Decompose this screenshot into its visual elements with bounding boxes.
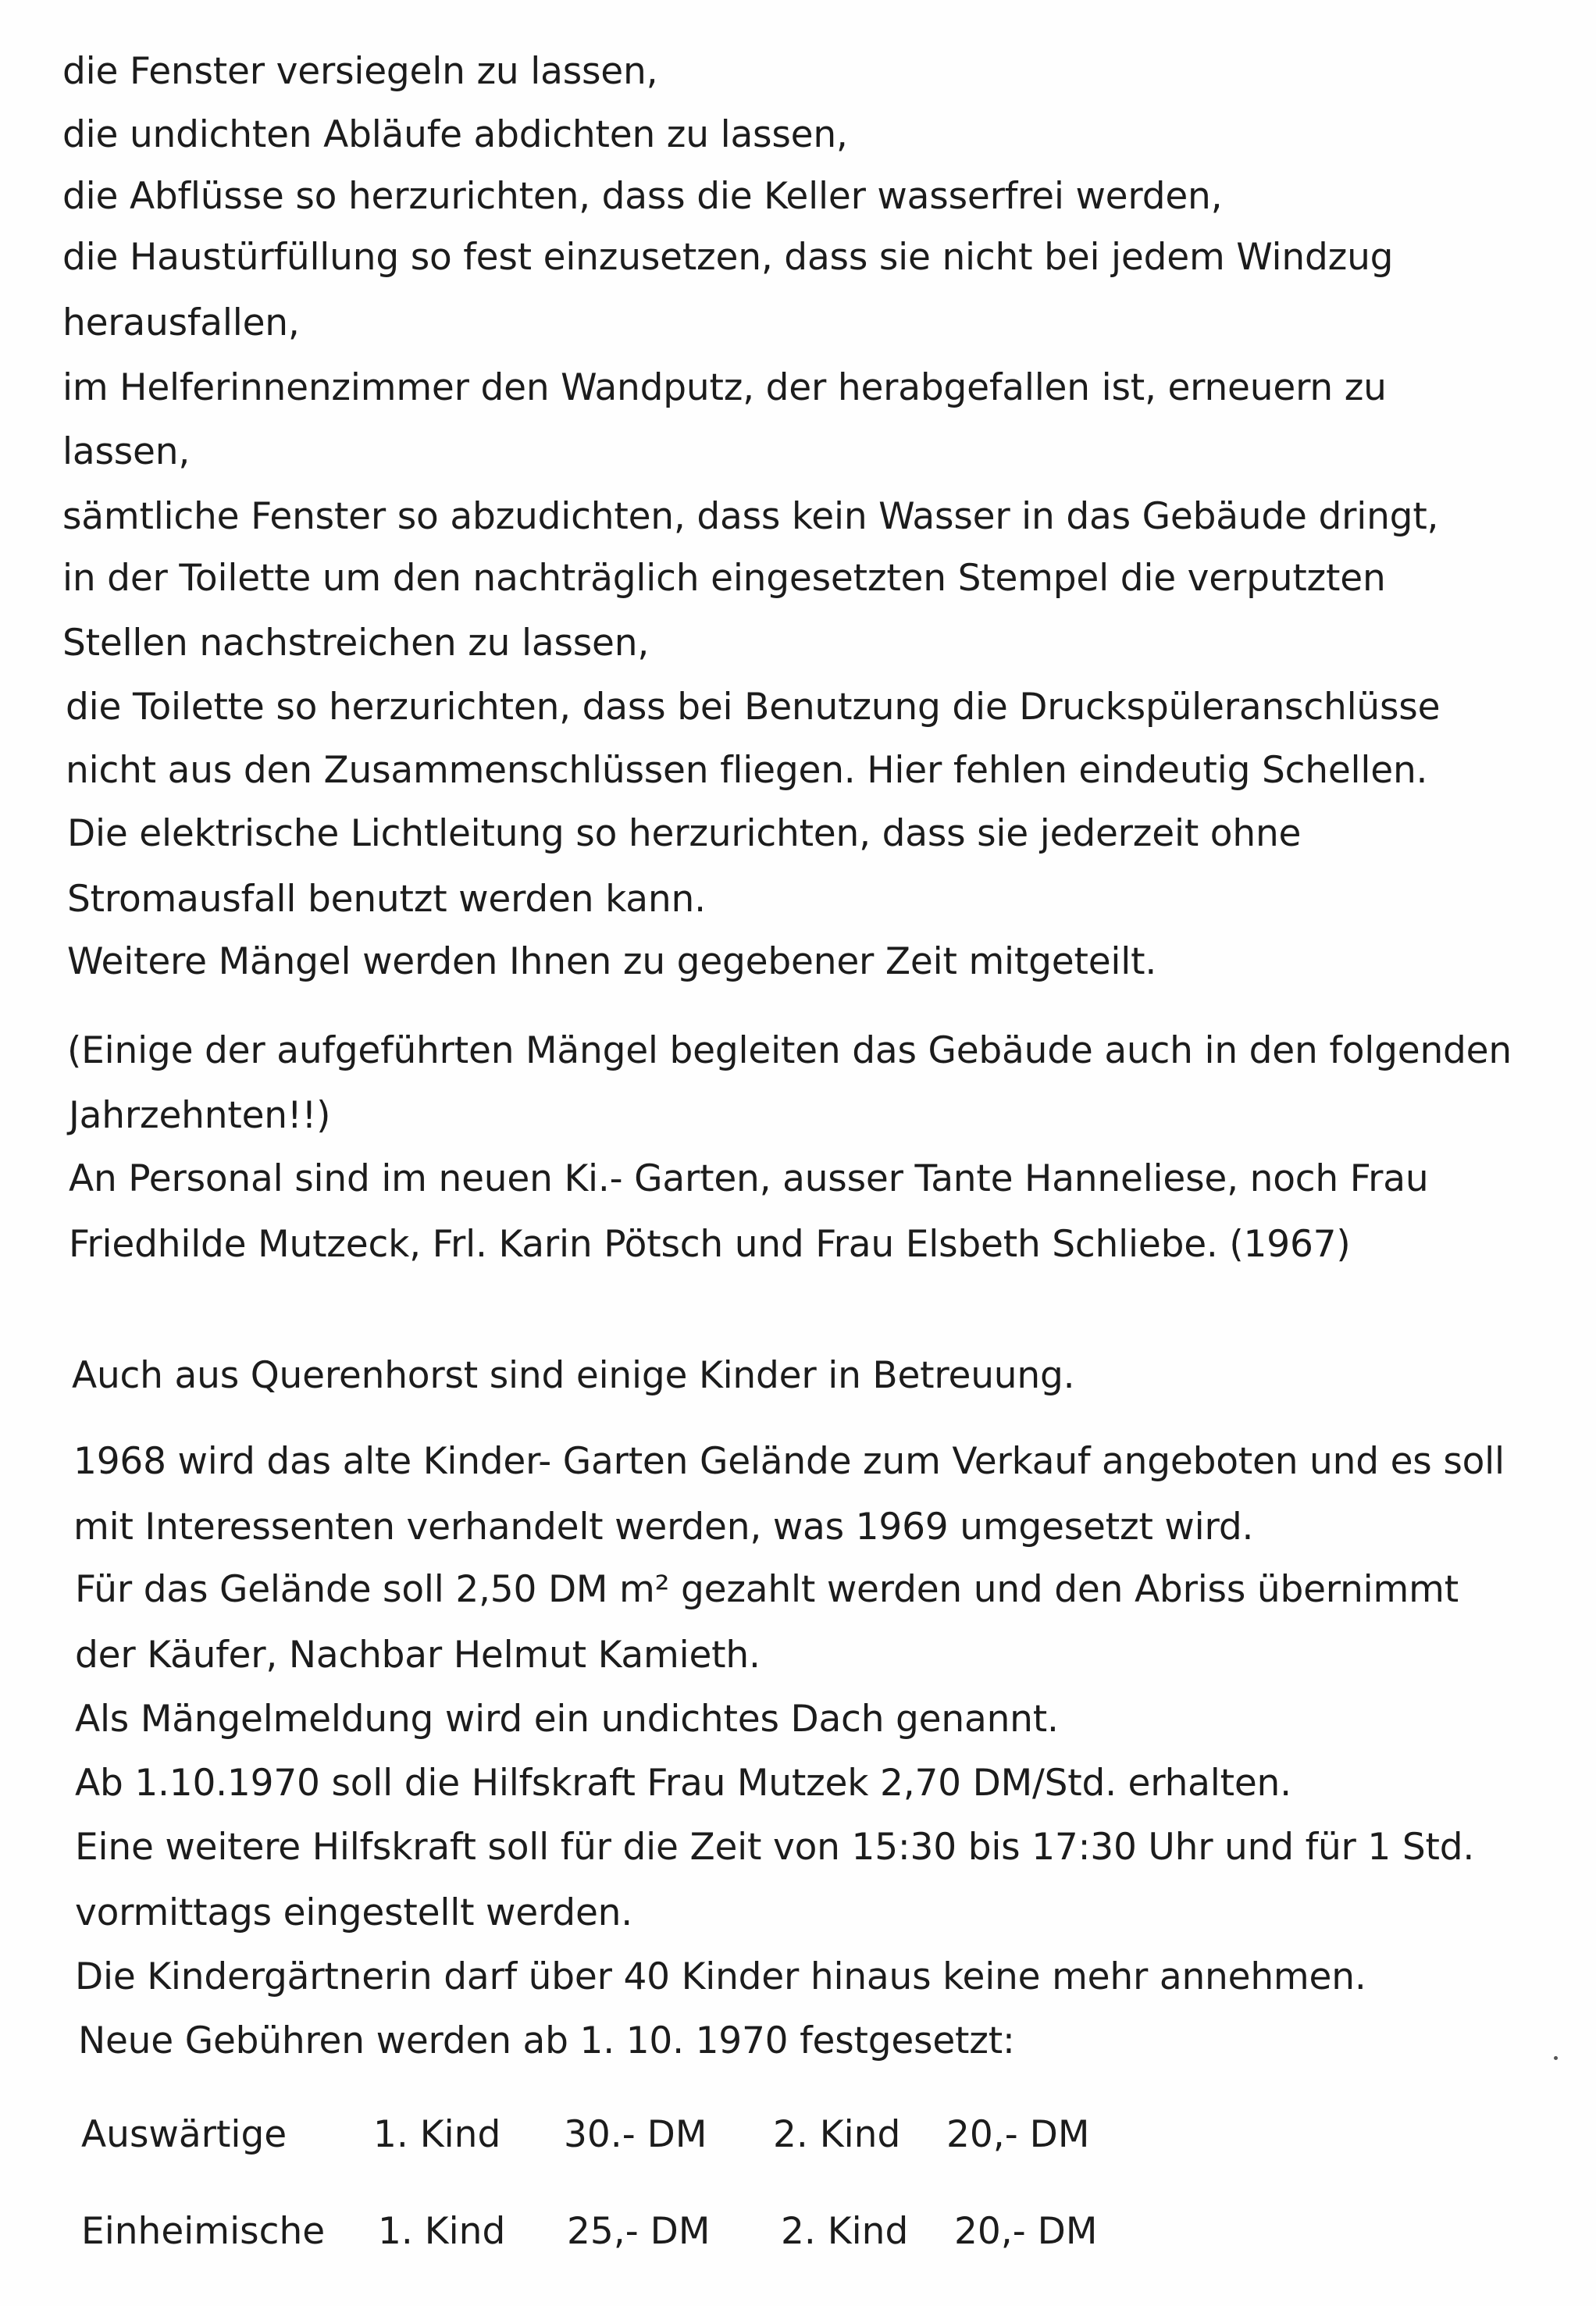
text-line: der Käufer, Nachbar Helmut Kamieth.: [75, 1634, 761, 1677]
fee-child1: 1. Kind: [373, 2113, 501, 2156]
fee-group: Auswärtige: [81, 2113, 287, 2156]
text-line: nicht aus den Zusammenschlüssen fliegen. Hier fehlen eindeutig Schellen.: [66, 749, 1428, 792]
text-line: lassen,: [62, 430, 191, 473]
text-line: Die elektrische Lichtleitung so herzurichten, dass sie jederzeit ohne: [67, 812, 1302, 855]
text-line: Neue Gebühren werden ab 1. 10. 1970 festgesetzt:: [78, 2019, 1015, 2062]
text-line: Auch aus Querenhorst sind einige Kinder in Betreuung.: [72, 1354, 1075, 1397]
text-line: Stellen nachstreichen zu lassen,: [62, 622, 650, 665]
text-line: Die Kindergärtnerin darf über 40 Kinder hinaus keine mehr annehmen.: [75, 1955, 1366, 1998]
fee-group: Einheimische: [81, 2210, 326, 2253]
fee-amount1: 25,- DM: [567, 2210, 711, 2253]
text-line: (Einige der aufgeführten Mängel begleiten das Gebäude auch in den folgenden: [67, 1029, 1512, 1072]
text-line: die Haustürfüllung so fest einzusetzen, dass sie nicht bei jedem Windzug: [62, 236, 1394, 279]
text-line: 1968 wird das alte Kinder- Garten Gelände zum Verkauf angeboten und es soll: [73, 1440, 1505, 1483]
fee-amount1: 30.- DM: [564, 2113, 707, 2156]
fee-row-auswaertige: [0, 2113, 1596, 2163]
text-line: Eine weitere Hilfskraft soll für die Zeit von 15:30 bis 17:30 Uhr und für 1 Std.: [75, 1826, 1475, 1869]
fee-child1: 1. Kind: [378, 2210, 506, 2253]
text-line: Ab 1.10.1970 soll die Hilfskraft Frau Mutzek 2,70 DM/Std. erhalten.: [75, 1762, 1291, 1805]
fee-row-einheimische: [0, 2210, 1596, 2260]
text-line: die Abflüsse so herzurichten, dass die Keller wasserfrei werden,: [62, 175, 1223, 218]
text-line: die Toilette so herzurichten, dass bei Benutzung die Druckspüleranschlüsse: [66, 686, 1441, 729]
fee-amount2: 20,- DM: [946, 2113, 1090, 2156]
text-line: Für das Gelände soll 2,50 DM m² gezahlt werden und den Abriss übernimmt: [75, 1568, 1459, 1611]
text-line: mit Interessenten verhandelt werden, was 1969 umgesetzt wird.: [73, 1506, 1254, 1549]
text-line: Weitere Mängel werden Ihnen zu gegebener Zeit mitgeteilt.: [67, 940, 1157, 983]
text-line: Friedhilde Mutzeck, Frl. Karin Pötsch und Frau Elsbeth Schliebe. (1967): [69, 1223, 1351, 1266]
fee-child2: 2. Kind: [773, 2113, 901, 2156]
text-line: Stromausfall benutzt werden kann.: [67, 878, 706, 921]
text-line: Jahrzehnten!!): [69, 1094, 331, 1137]
text-line: Als Mängelmeldung wird ein undichtes Dach genannt.: [75, 1698, 1059, 1741]
text-line: herausfallen,: [62, 301, 300, 344]
text-line: die Fenster versiegeln zu lassen,: [62, 50, 658, 93]
text-line: in der Toilette um den nachträglich eingesetzten Stempel die verputzten: [62, 557, 1386, 600]
text-line: im Helferinnenzimmer den Wandputz, der herabgefallen ist, erneuern zu: [62, 366, 1387, 409]
text-line: sämtliche Fenster so abzudichten, dass kein Wasser in das Gebäude dringt,: [62, 495, 1439, 538]
fee-child2: 2. Kind: [781, 2210, 909, 2253]
text-line: An Personal sind im neuen Ki.- Garten, ausser Tante Hanneliese, noch Frau: [69, 1157, 1429, 1200]
text-line: vormittags eingestellt werden.: [75, 1891, 632, 1934]
fee-amount2: 20,- DM: [954, 2210, 1098, 2253]
text-line: die undichten Abläufe abdichten zu lassen,: [62, 113, 848, 156]
speck: [1554, 2056, 1558, 2060]
